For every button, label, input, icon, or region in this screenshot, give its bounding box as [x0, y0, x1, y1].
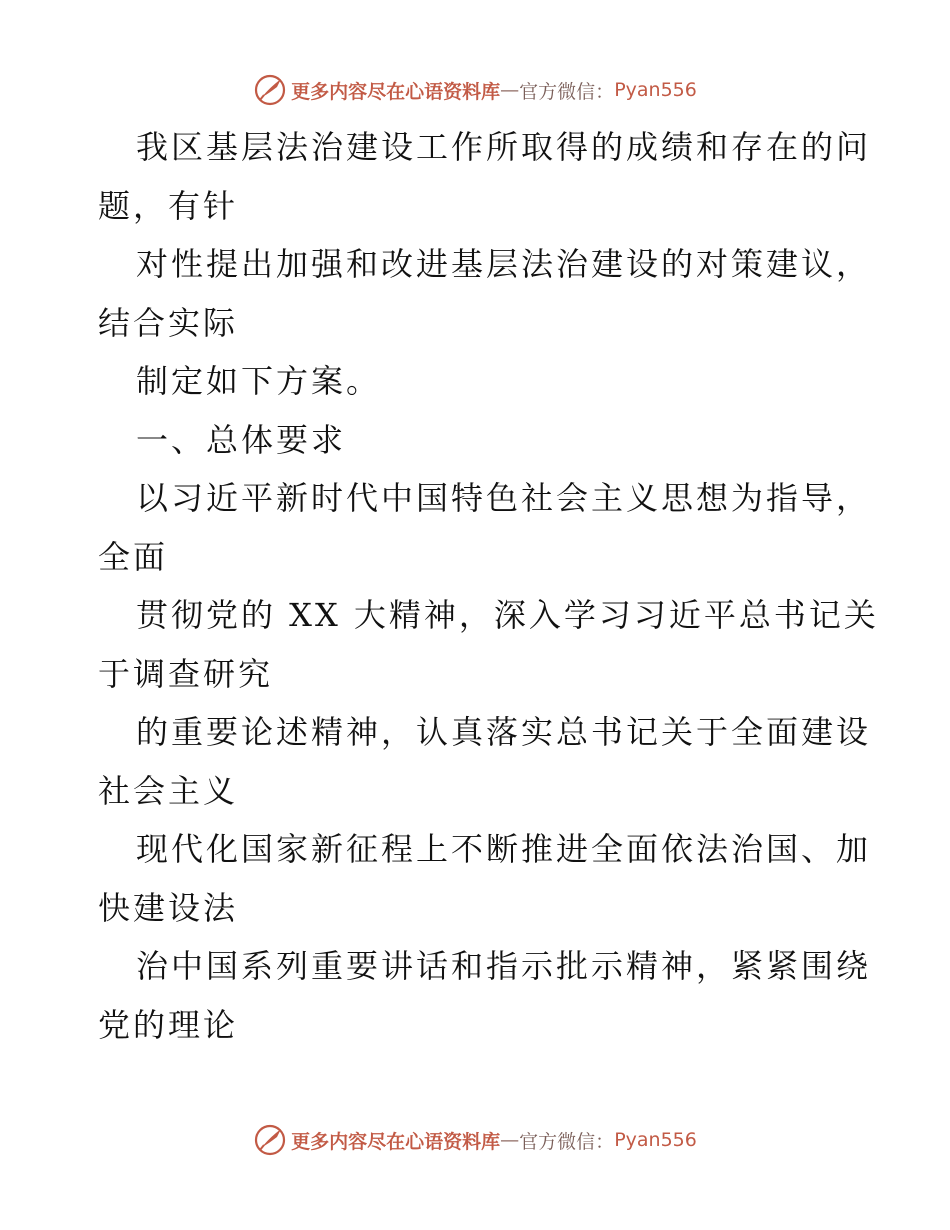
body-line: 结合实际	[98, 303, 239, 342]
header-wechat-label: 官方微信：	[519, 80, 615, 103]
header-wechat-id: Pyan556	[614, 79, 697, 101]
body-line: 的重要论述精神，认真落实总书记关于全面建设	[136, 713, 872, 751]
quill-logo-icon	[253, 73, 287, 107]
body-line: 制定如下方案。	[136, 362, 382, 400]
body-line: 社会主义	[98, 771, 239, 810]
header-separator: —	[500, 79, 520, 101]
body-line: 对性提出加强和改进基层法治建设的对策建议，	[136, 245, 872, 283]
footer-brand-text: 更多内容尽在心语资料库	[291, 1130, 501, 1153]
footer-separator: —	[500, 1129, 520, 1151]
body-line: 党的理论	[98, 1005, 239, 1044]
footer-wechat-label: 官方微信：	[519, 1130, 615, 1153]
quill-logo-icon	[253, 1123, 287, 1157]
body-line: 治中国系列重要讲话和指示批示精神，紧紧围绕	[136, 947, 872, 985]
body-line: 于调查研究	[98, 654, 274, 693]
body-line: 题，有针	[98, 186, 239, 225]
section-heading: 一、总体要求	[136, 420, 347, 459]
body-line: 以习近平新时代中国特色社会主义思想为指导，	[136, 479, 872, 517]
header-brand-text: 更多内容尽在心语资料库	[291, 80, 501, 103]
body-line: 现代化国家新征程上不断推进全面依法治国、加	[136, 830, 872, 868]
footer-wechat-id: Pyan556	[614, 1129, 697, 1151]
document-body	[98, 118, 879, 1054]
footer-banner	[0, 1122, 950, 1158]
header-banner	[0, 72, 950, 108]
body-line: 我区基层法治建设工作所取得的成绩和存在的问	[136, 128, 872, 166]
body-line: 全面	[98, 537, 169, 576]
body-line: 快建设法	[98, 888, 239, 927]
body-line: 贯彻党的 XX 大精神，深入学习习近平总书记关	[136, 596, 879, 634]
